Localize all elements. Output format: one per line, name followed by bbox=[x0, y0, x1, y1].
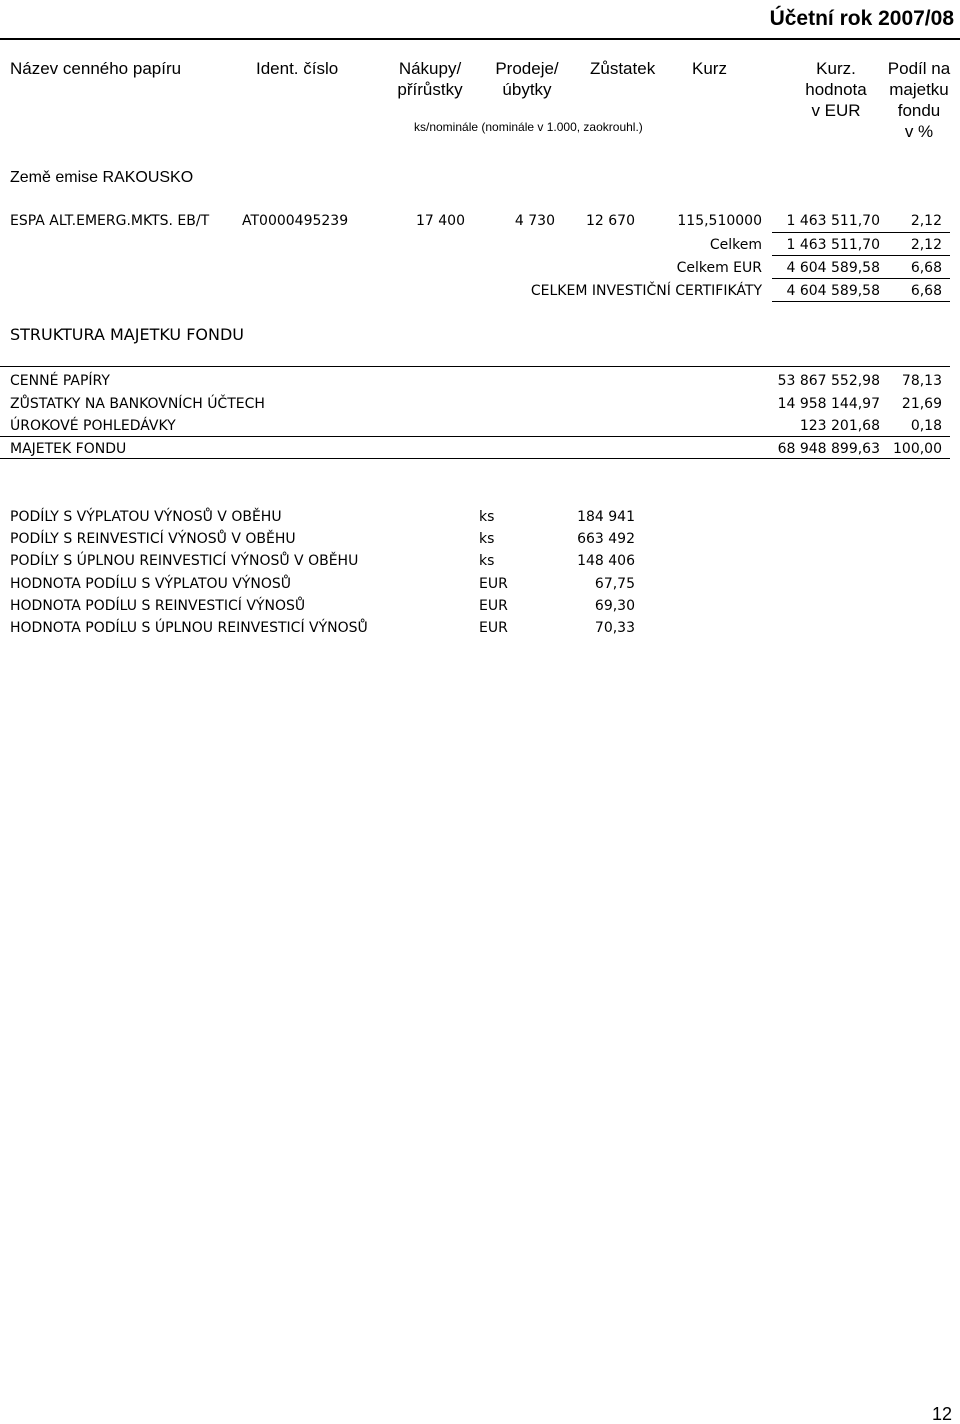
col-header-rate: Kurz bbox=[692, 59, 727, 78]
col-header-value-line3: v EUR bbox=[811, 101, 861, 120]
security-balance: 12 670 bbox=[586, 213, 635, 229]
structure-label: CENNÉ PAPÍRY bbox=[10, 373, 110, 389]
total-certificates-value: 4 604 589,58 bbox=[786, 283, 880, 299]
units-label: PODÍLY S VÝPLATOU VÝNOSŮ V OBĚHU bbox=[10, 509, 282, 525]
structure-title: STRUKTURA MAJETKU FONDU bbox=[10, 325, 244, 344]
col-header-balance: Zůstatek bbox=[590, 59, 656, 78]
col-header-ident: Ident. číslo bbox=[256, 59, 339, 78]
country-section: Země emise RAKOUSKO bbox=[10, 169, 194, 186]
units-value: 67,75 bbox=[594, 576, 635, 592]
security-sales: 4 730 bbox=[514, 213, 555, 229]
structure-share: 21,69 bbox=[901, 396, 942, 412]
structure-share: 0,18 bbox=[910, 418, 942, 434]
security-purchases: 17 400 bbox=[416, 213, 465, 229]
units-unit: ks bbox=[479, 553, 495, 569]
units-label: PODÍLY S REINVESTICÍ VÝNOSŮ V OBĚHU bbox=[10, 531, 296, 547]
units-label: HODNOTA PODÍLU S REINVESTICÍ VÝNOSŮ bbox=[10, 598, 306, 614]
units-value: 184 941 bbox=[577, 509, 635, 525]
units-label: HODNOTA PODÍLU S ÚPLNOU REINVESTICÍ VÝNOSŮ bbox=[10, 620, 368, 636]
fiscal-year-title: Účetní rok 2007/08 bbox=[769, 7, 954, 30]
structure-value: 14 958 144,97 bbox=[777, 396, 880, 412]
security-share: 2,12 bbox=[910, 213, 942, 229]
col-header-share-line2: majetku bbox=[889, 80, 949, 99]
security-name: ESPA ALT.EMERG.MKTS. EB/T bbox=[10, 213, 210, 229]
col-header-share bbox=[868, 58, 960, 142]
units-value: 663 492 bbox=[577, 531, 635, 547]
units-unit: EUR bbox=[479, 576, 508, 592]
units-value: 69,30 bbox=[594, 598, 635, 614]
col-header-share-line4: v % bbox=[904, 122, 934, 141]
units-value: 70,33 bbox=[594, 620, 635, 636]
units-value: 148 406 bbox=[577, 553, 635, 569]
rule bbox=[772, 301, 950, 302]
total-value: 1 463 511,70 bbox=[786, 237, 880, 253]
total-eur-share: 6,68 bbox=[910, 260, 942, 276]
col-header-purchases bbox=[380, 58, 480, 100]
col-header-purchases-line1: Nákupy/ bbox=[398, 59, 462, 78]
total-eur-label: Celkem EUR bbox=[676, 260, 762, 276]
structure-label: MAJETEK FONDU bbox=[10, 441, 127, 457]
structure-value: 123 201,68 bbox=[799, 418, 880, 434]
rule bbox=[0, 458, 950, 459]
col-header-value-line1: Kurz. bbox=[816, 59, 856, 78]
units-note: ks/nominále (nominále v 1.000, zaokrouhl.) bbox=[414, 120, 643, 134]
total-certificates-label: CELKEM INVESTIČNÍ CERTIFIKÁTY bbox=[530, 283, 762, 299]
security-ident: AT0000495239 bbox=[242, 213, 349, 229]
rule bbox=[772, 232, 950, 233]
units-unit: EUR bbox=[479, 598, 508, 614]
structure-value: 53 867 552,98 bbox=[777, 373, 880, 389]
col-header-sales-line1: Prodeje/ bbox=[495, 59, 559, 78]
total-share: 2,12 bbox=[910, 237, 942, 253]
units-unit: EUR bbox=[479, 620, 508, 636]
col-header-sales bbox=[477, 58, 577, 100]
structure-label: ÚROKOVÉ POHLEDÁVKY bbox=[10, 418, 176, 434]
title-rule bbox=[0, 38, 960, 40]
col-header-sales-line2: úbytky bbox=[502, 80, 552, 99]
security-rate: 115,510000 bbox=[677, 213, 762, 229]
total-eur-value: 4 604 589,58 bbox=[786, 260, 880, 276]
units-label: PODÍLY S ÚPLNOU REINVESTICÍ VÝNOSŮ V OBĚHU bbox=[10, 553, 359, 569]
units-unit: ks bbox=[479, 531, 495, 547]
col-header-name: Název cenného papíru bbox=[10, 59, 182, 78]
total-label: Celkem bbox=[709, 237, 762, 253]
structure-value: 68 948 899,63 bbox=[777, 441, 880, 457]
units-label: HODNOTA PODÍLU S VÝPLATOU VÝNOSŮ bbox=[10, 576, 292, 592]
rule bbox=[772, 255, 950, 256]
structure-share: 78,13 bbox=[901, 373, 942, 389]
structure-share: 100,00 bbox=[893, 441, 942, 457]
total-certificates-share: 6,68 bbox=[910, 283, 942, 299]
col-header-value-line2: hodnota bbox=[805, 80, 867, 99]
col-header-purchases-line2: přírůstky bbox=[397, 80, 463, 99]
rule bbox=[772, 278, 950, 279]
units-unit: ks bbox=[479, 509, 495, 525]
col-header-share-line1: Podíl na bbox=[887, 59, 951, 78]
page-number: 12 bbox=[931, 1404, 952, 1424]
security-value-eur: 1 463 511,70 bbox=[786, 213, 880, 229]
rule bbox=[0, 366, 950, 367]
col-header-share-line3: fondu bbox=[897, 101, 941, 120]
rule bbox=[0, 436, 950, 437]
structure-label: ZŮSTATKY NA BANKOVNÍCH ÚČTECH bbox=[10, 396, 265, 412]
